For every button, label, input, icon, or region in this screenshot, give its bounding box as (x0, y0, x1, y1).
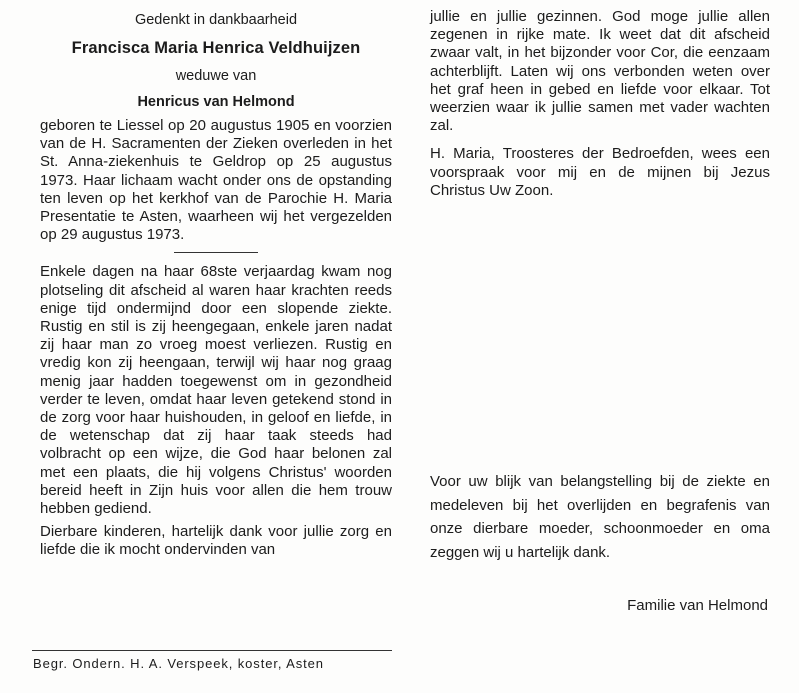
right-column (430, 8, 770, 200)
prayer-paragraph: H. Maria, Troosteres der Bedroefden, wees een voorspraak voor mij en de mijnen bij Jezus Christus Uw Zoon. (430, 145, 770, 199)
thank-you-paragraph: Voor uw blijk van belangstelling bij de ziekte en medeleven bij het overlijden en begrafenis van onze dierbare moeder, schoonmoeder en oma zeggen wij u hartelijk dank. (430, 473, 770, 561)
deceased-name: Francisca Maria Henrica Veldhuijzen (71, 39, 361, 57)
farewell-continuation: jullie en jullie gezinnen. God moge jullie allen zegenen in rijke mate. Ik weet dat dit afscheid zwaar valt, in het bijzonder voor Cor, die eenzaam achterblijft. Laten wij ons verbonden weten over het graf heen in gebed en liefde voor elkaar. Tot weerzien waar ik jullie samen met vader wachten zal. (430, 8, 770, 135)
widow-of-label: weduwe van (175, 68, 257, 84)
husband-name: Henricus van Helmond (137, 94, 295, 110)
in-memoriam-heading: Gedenkt in dankbaarheid (134, 12, 298, 28)
section-divider (174, 252, 258, 253)
footer-divider (32, 650, 392, 651)
life-paragraph: Enkele dagen na haar 68ste verjaardag kwam nog plotseling dit afscheid al waren haar krachten reeds enige tijd ondermijnd door een slopende ziekte. Rustig en stil is zij heengegaan, enkele jaren nadat zij haar man zo vroeg moest verliezen. Rustig en vredig kon zij heengaan, terwijl wij haar nog graag menig jaar hadden toegewenst om in gezondheid verder te leven, omdat haar leven getekend stond in de zorg voor haar huishouden, in geloof en liefde, in de wetenschap dat zij haar taak steeds had volbracht op een wijze, die God haar belonen zal met een plaats, die hij volgens Christus' woorden bereid heeft in Zijn huis voor allen die hem trouw hebben gediend. (40, 263, 392, 518)
undertaker-line: Begr. Ondern. H. A. Verspeek, koster, Asten (33, 656, 324, 671)
birth-death-paragraph: geboren te Liessel op 20 augustus 1905 en voorzien van de H. Sacramenten der Zieken overleden in het St. Anna-ziekenhuis te Geldrop op 25 augustus 1973. Haar lichaam wacht onder ons de opstanding ten leven op het kerkhof van de Parochie H. Maria Presentatie te Asten, waarheen wij het vergezelden op 29 augustus 1973. (40, 117, 392, 244)
left-column (40, 10, 392, 560)
children-paragraph: Dierbare kinderen, hartelijk dank voor jullie zorg en liefde die ik mocht ondervinden van (40, 523, 392, 559)
family-signature: Familie van Helmond (627, 597, 768, 614)
